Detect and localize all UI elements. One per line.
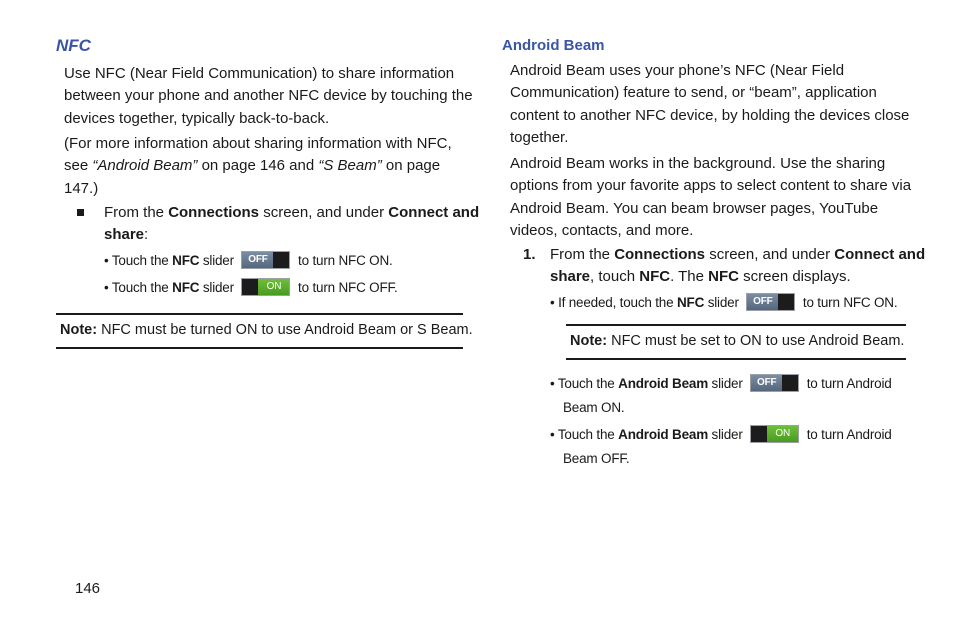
nfc-note — [60, 319, 473, 341]
share-label: share — [104, 226, 145, 244]
text: • Touch the — [550, 427, 619, 442]
section-heading-nfc: NFC — [56, 36, 91, 55]
connect-and-share-label: Connect and — [834, 246, 926, 263]
text: : — [144, 226, 149, 244]
text: • If needed, touch the — [550, 295, 677, 310]
android-beam-step-1 — [550, 244, 925, 289]
connections-label: Connections — [168, 204, 260, 221]
text: slider — [199, 280, 234, 295]
text: slider — [704, 295, 739, 310]
nfc-label: NFC — [172, 253, 200, 268]
line: Use NFC (Near Field Communication) to share information — [64, 65, 455, 82]
nfc-intro-paragraph — [64, 63, 473, 130]
nfc-on-instruction — [104, 249, 393, 273]
nfc-bullet — [104, 202, 479, 247]
note-text: NFC must be set to ON to use Android Beam. — [607, 333, 905, 349]
line: Android Beam uses your phone’s NFC (Near Field — [510, 62, 845, 79]
text: slider — [708, 427, 743, 442]
nfc-off-instruction — [104, 276, 398, 300]
text: • Touch the — [104, 253, 173, 268]
connect-and-share-label: Connect and — [388, 204, 480, 221]
android-beam-off-slider-icon — [750, 374, 799, 392]
share-label: share — [550, 268, 591, 286]
line: between your phone and another NFC device by touching the — [64, 87, 473, 105]
text: see — [64, 157, 93, 175]
text: slider — [708, 376, 743, 391]
nfc-label: NFC — [708, 268, 739, 286]
android-beam-nfc-on-instruction — [550, 291, 897, 315]
nfc-label: NFC — [172, 280, 200, 295]
nfc-on-slider-icon — [241, 278, 290, 296]
android-beam-reference: “Android Beam” — [92, 157, 198, 175]
note-divider-top — [566, 324, 906, 326]
note-divider-bottom — [56, 347, 463, 349]
text: to turn Android — [806, 427, 892, 442]
text: • Touch the — [550, 376, 619, 391]
android-beam-label: Android Beam — [618, 376, 708, 391]
android-beam-note — [570, 330, 904, 352]
line: 147.) — [64, 179, 99, 197]
text: From the — [550, 246, 615, 263]
text: to turn NFC OFF. — [298, 280, 398, 295]
off-label: OFF — [242, 252, 273, 268]
section-heading-android-beam: Android Beam — [502, 37, 605, 54]
text: • Touch the — [104, 280, 173, 295]
line: Communication) feature to send, or “beam”, application — [510, 84, 877, 102]
text: on page — [381, 157, 441, 175]
line: Android Beam. You can beam browser pages, YouTube — [510, 199, 879, 217]
nfc-off-slider-icon — [241, 251, 290, 269]
text: slider — [199, 253, 234, 268]
page-number: 146 — [75, 580, 101, 597]
line: content to another NFC device, by holding the devices close — [510, 106, 910, 124]
android-beam-on-instruction — [550, 372, 892, 420]
text: screen, and under — [259, 204, 389, 221]
line: videos, contacts, and more. — [510, 222, 694, 240]
text: on page 146 and — [197, 157, 319, 175]
nfc-label: NFC — [639, 268, 671, 286]
note-divider-top — [56, 313, 463, 315]
android-beam-on-slider-icon — [750, 425, 799, 443]
line: together. — [510, 129, 569, 147]
on-label: ON — [767, 426, 798, 442]
text: screen displays. — [738, 268, 851, 286]
nfc-more-info-paragraph — [64, 133, 452, 200]
text: to turn NFC ON. — [298, 253, 393, 268]
line: options from your favorite apps to select content to share via — [510, 177, 912, 195]
on-label: ON — [258, 279, 289, 295]
android-beam-intro-paragraph — [510, 60, 909, 150]
line: Android Beam works in the background. Use the sharing — [510, 155, 886, 172]
text: , touch — [590, 268, 640, 286]
android-beam-label: Android Beam — [618, 427, 708, 442]
text: . The — [670, 268, 709, 286]
nfc-off-slider-icon — [746, 293, 795, 311]
line: devices together, typically back-to-back. — [64, 109, 330, 127]
note-label: Note: — [60, 322, 98, 338]
nfc-label: NFC — [676, 295, 705, 310]
android-beam-off-instruction — [550, 423, 892, 471]
note-text: NFC must be turned ON to use Android Beam or S Beam. — [97, 322, 473, 338]
text: to turn Android — [806, 376, 892, 391]
note-label: Note: — [570, 333, 608, 349]
line: (For more information about sharing information with NFC, — [64, 135, 452, 152]
off-label: OFF — [751, 375, 782, 391]
s-beam-reference: “S Beam” — [318, 157, 382, 175]
android-beam-background-paragraph — [510, 153, 911, 243]
text: From the — [104, 204, 169, 221]
note-divider-bottom — [566, 358, 906, 360]
line: Beam OFF. — [563, 451, 630, 466]
square-bullet-icon — [77, 209, 84, 216]
connections-label: Connections — [614, 246, 706, 263]
text: screen, and under — [705, 246, 835, 263]
text: to turn NFC ON. — [802, 295, 898, 310]
off-label: OFF — [747, 294, 778, 310]
step-number: 1. — [523, 246, 536, 263]
line: Beam ON. — [563, 400, 625, 415]
